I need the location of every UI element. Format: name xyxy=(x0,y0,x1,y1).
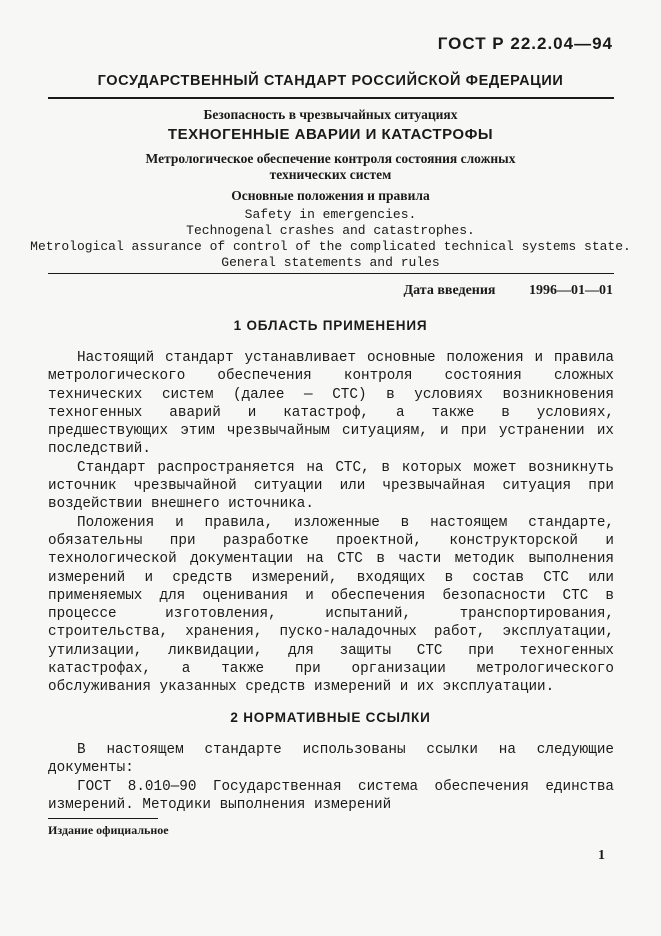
footer-divider xyxy=(48,818,158,819)
main-title: ТЕХНОГЕННЫЕ АВАРИИ И КАТАСТРОФЫ xyxy=(167,126,494,143)
paragraph: Настоящий стандарт устанавливает основные положения и правила метрологического обеспечения контроля состояния сложных технических систем (далее — СТС) в условиях возникновения техногенных аварий и катастроф, а также в условиях, предшествующих этим чрезвычайным ситуациям, и при устранении их последствий. xyxy=(48,350,614,458)
english-line: General statements and rules xyxy=(221,255,440,270)
paragraph: Стандарт распространяется на СТС, в которых может возникнуть источник чрезвычайной ситуации или чрезвычайная ситуация при воздействии внешнего источника. xyxy=(48,459,614,513)
section-body-references xyxy=(48,741,614,814)
introduction-date xyxy=(404,283,613,299)
page-number: 1 xyxy=(598,848,605,863)
paragraph: В настоящем стандарте использованы ссылки на следующие документы: xyxy=(48,742,614,777)
paragraph: ГОСТ 8.010—90 Государственная система обеспечения единства измерений. Методики выполнения измерений xyxy=(48,778,614,813)
divider-top xyxy=(48,97,614,99)
english-line: Safety in emergencies. xyxy=(244,207,417,222)
edition-note: Издание официальное xyxy=(48,823,169,837)
section-body-scope xyxy=(48,349,614,697)
divider-middle xyxy=(48,273,614,274)
subtitle-metrology-line-1: Метрологическое обеспечение контроля состояния сложных xyxy=(145,151,516,166)
section-heading-references: 2 НОРМАТИВНЫЕ ССЫЛКИ xyxy=(230,710,431,725)
date-value: 1996—01—01 xyxy=(529,283,613,298)
standard-title: ГОСУДАРСТВЕННЫЙ СТАНДАРТ РОССИЙСКОЙ ФЕДЕРАЦИИ xyxy=(97,73,564,89)
paragraph: Положения и правила, изложенные в настоящем стандарте, обязательны при разработке проектной, конструкторской и технологической документации на СТС в части методик выполнения измерений и средств измерений, входящих в состав СТС или применяемых для оценивания и обеспечения безопасности СТС в процессе изготовления, испытаний, транспортирования, строительства, хранения, пуско-наладочных работ, эксплуатации, утилизации, ликвидации, для защиты СТС при техногенных катастрофах, а также при организации метрологического обслуживания указанных средств измерений и их эксплуатации. xyxy=(48,514,614,696)
subtitle-safety: Безопасность в чрезвычайных ситуациях xyxy=(203,107,458,122)
english-line: Metrological assurance of control of the complicated technical systems state. xyxy=(30,239,631,254)
english-title-block xyxy=(0,207,661,271)
subtitle-metrology xyxy=(0,151,661,183)
english-line: Technogenal crashes and catastrophes. xyxy=(186,223,475,238)
section-heading-scope: 1 ОБЛАСТЬ ПРИМЕНЕНИЯ xyxy=(233,318,428,333)
subtitle-metrology-line-2: технических систем xyxy=(269,167,392,182)
date-label: Дата введения xyxy=(403,283,496,298)
subtitle-principles: Основные положения и правила xyxy=(231,188,430,203)
document-code: ГОСТ Р 22.2.04—94 xyxy=(437,34,613,53)
